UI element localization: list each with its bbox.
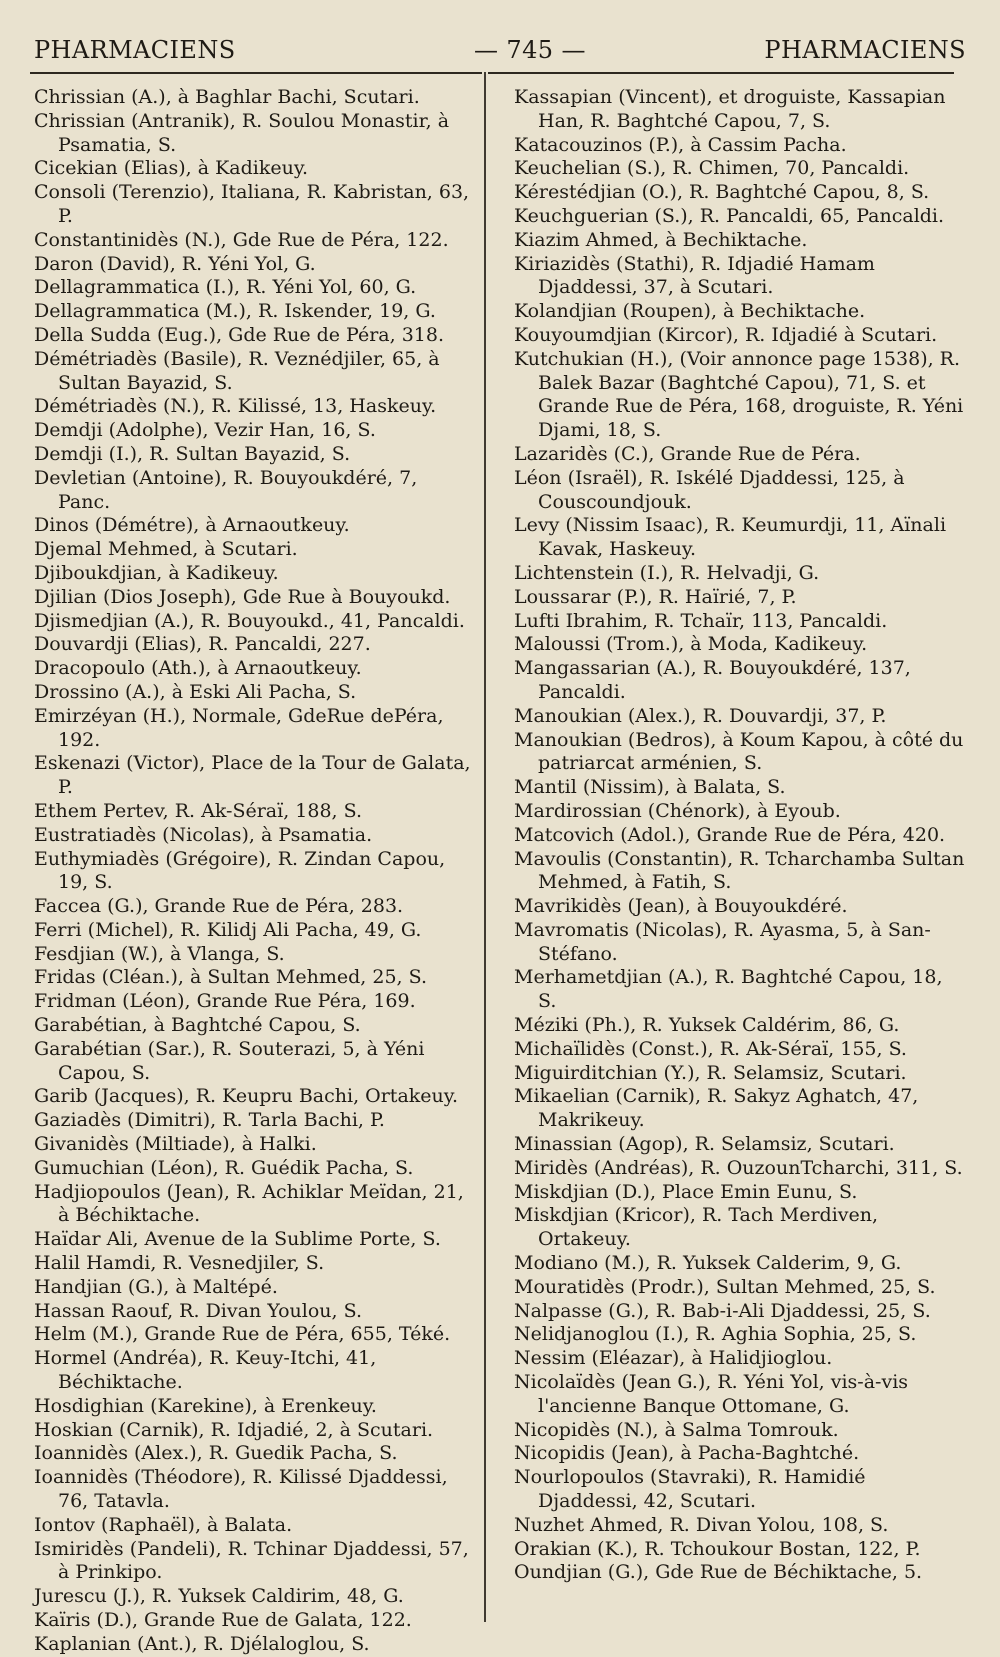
pharmacien-entry: Lufti Ibrahim, R. Tchaïr, 113, Pancaldi. xyxy=(514,609,888,632)
pharmacien-entry: Orakian (K.), R. Tchoukour Bostan, 122, P. xyxy=(514,1537,921,1560)
pharmacien-entry: Gumuchian (Léon), R. Guédik Pacha, S. xyxy=(34,1156,414,1179)
pharmacien-entry: Mouratidès (Prodr.), Sultan Mehmed, 25, S. xyxy=(514,1275,936,1298)
pharmacien-entry: Haïdar Ali, Avenue de la Sublime Porte, S. xyxy=(34,1228,441,1251)
pharmacien-entry: Kolandjian (Roupen), à Bechiktache. xyxy=(514,300,866,323)
pharmacien-entry: Chrissian (Antranik), R. Soulou Monastir, à Psamatia, S. xyxy=(34,109,450,156)
pharmacien-entry: Loussarar (P.), R. Haïrié, 7, P. xyxy=(514,585,797,608)
pharmacien-entry: Garabétian, à Baghtché Capou, S. xyxy=(34,1014,361,1037)
pharmacien-entry: Kassapian (Vincent), et droguiste, Kassapian Han, R. Baghtché Capou, 7, S. xyxy=(514,86,946,132)
pharmacien-entry: Euthymiadès (Grégoire), R. Zindan Capou, 19, S. xyxy=(34,847,446,894)
header-rule-right xyxy=(488,72,954,74)
pharmacien-entry: Matcovich (Adol.), Grande Rue de Péra, 420. xyxy=(514,823,946,846)
pharmacien-entry: Cicekian (Elias), à Kadikeuy. xyxy=(34,157,309,180)
pharmacien-entry: Demdji (I.), R. Sultan Bayazid, S. xyxy=(34,442,351,465)
pharmacien-entry: Mardirossian (Chénork), à Eyoub. xyxy=(514,799,841,822)
pharmacien-entry: Nalpasse (G.), R. Bab-i-Ali Djaddessi, 25, S. xyxy=(514,1299,931,1322)
header-rule-left xyxy=(30,72,482,74)
pharmacien-entry: Michaïlidès (Const.), R. Ak-Séraï, 155, S. xyxy=(514,1037,907,1060)
pharmacien-entry: Hoskian (Carnik), R. Idjadié, 2, à Scutari. xyxy=(34,1418,434,1441)
pharmacien-entry: Manoukian (Alex.), R. Douvardji, 37, P. xyxy=(514,704,887,727)
pharmacien-entry: Kaïris (D.), Grande Rue de Galata, 122. xyxy=(34,1609,412,1631)
pharmacien-entry: Drossino (A.), à Eski Ali Pacha, S. xyxy=(34,680,357,703)
pharmacien-entry: Handjian (G.), à Maltépé. xyxy=(34,1275,278,1298)
pharmacien-entry: Emirzéyan (H.), Normale, GdeRue dePéra, 192. xyxy=(34,704,444,751)
pharmacien-entry: Kiriazidès (Stathi), R. Idjadié Hamam Djaddessi, 37, à Scutari. xyxy=(514,252,875,299)
pharmacien-entry: Mavoulis (Constantin), R. Tcharchamba Sultan Mehmed, à Fatih, S. xyxy=(514,847,965,894)
pharmacien-entry: Nelidjanoglou (I.), R. Aghia Sophia, 25, S. xyxy=(514,1323,917,1346)
pharmacien-entry: Minassian (Agop), R. Selamsiz, Scutari. xyxy=(514,1133,895,1156)
pharmacien-entry: Keuchelian (S.), R. Chimen, 70, Pancaldi. xyxy=(514,157,910,180)
pharmacien-entry: Dellagrammatica (M.), R. Iskender, 19, G. xyxy=(34,300,436,323)
pharmacien-entry: Garabétian (Sar.), R. Souterazi, 5, à Yéni Capou, S. xyxy=(34,1037,425,1084)
pharmacien-entry: Halil Hamdi, R. Vesnedjiler, S. xyxy=(34,1252,325,1275)
pharmacien-entry: Kiazim Ahmed, à Bechiktache. xyxy=(514,228,808,251)
pharmacien-entry: Consoli (Terenzio), Italiana, R. Kabristan, 63, P. xyxy=(34,181,470,227)
pharmacien-entry: Givanidès (Miltiade), à Halki. xyxy=(34,1133,317,1156)
pharmacien-entry: Modiano (M.), R. Yuksek Calderim, 9, G. xyxy=(514,1252,902,1275)
pharmacien-entry: Mavrikidès (Jean), à Bouyoukdéré. xyxy=(514,895,848,918)
pharmacien-entry: Manoukian (Bedros), à Koum Kapou, à côté du patriarcat arménien, S. xyxy=(514,728,964,775)
pharmacien-entry: Miridès (Andréas), R. OuzounTcharchi, 311, S. xyxy=(514,1156,963,1179)
pharmacien-entry: Nourlopoulos (Stavraki), R. Hamidié Djaddessi, 42, Scutari. xyxy=(514,1466,866,1513)
pharmacien-entry: Démétriadès (N.), R. Kilissé, 13, Haskeuy. xyxy=(34,395,437,418)
pharmacien-entry: Kérestédjian (O.), R. Baghtché Capou, 8, S. xyxy=(514,181,930,204)
pharmacien-entry: Gaziadès (Dimitri), R. Tarla Bachi, P. xyxy=(34,1109,385,1132)
header-left-title: PHARMACIENS xyxy=(34,36,236,64)
pharmacien-entry: Djiboukdjian, à Kadikeuy. xyxy=(34,561,279,584)
pharmacien-entry: Mantil (Nissim), à Balata, S. xyxy=(514,776,786,799)
pharmacien-entry: Dellagrammatica (I.), R. Yéni Yol, 60, G. xyxy=(34,276,417,299)
pharmacien-entry: Fridman (Léon), Grande Rue Péra, 169. xyxy=(34,990,416,1013)
pharmacien-entry: Garib (Jacques), R. Keupru Bachi, Ortakeuy. xyxy=(34,1085,459,1108)
pharmacien-entry: Daron (David), R. Yéni Yol, G. xyxy=(34,252,316,275)
pharmacien-entry-kutchukian: Kutchukian (H.), (Voir annonce page 1538), R. Balek Bazar (Baghtché Capou), 71, S. et Grande Rue de Péra, 168, droguiste, R. Yéni Djami, 18, S. xyxy=(514,347,964,442)
pharmacien-entry: Demdji (Adolphe), Vezir Han, 16, S. xyxy=(34,419,376,442)
pharmacien-entry: Douvardji (Elias), R. Pancaldi, 227. xyxy=(34,633,371,656)
pharmacien-entry: Mangassarian (A.), R. Bouyoukdéré, 137, Pancaldi. xyxy=(514,657,911,703)
pharmacien-entry: Kouyoumdjian (Kircor), R. Idjadié à Scutari. xyxy=(514,323,938,346)
pharmacien-entry: Lazaridès (C.), Grande Rue de Péra. xyxy=(514,442,861,465)
page-header xyxy=(34,30,966,74)
pharmacien-entry: Devletian (Antoine), R. Bouyoukdéré, 7, Panc. xyxy=(34,466,418,513)
pharmacien-entry: Merhametdjian (A.), R. Baghtché Capou, 18, S. xyxy=(514,966,943,1013)
pharmacien-entry: Miskdjian (Kricor), R. Tach Merdiven, Ortakeuy. xyxy=(514,1204,879,1251)
pharmacien-entry: Djismedjian (A.), R. Bouyoukd., 41, Pancaldi. xyxy=(34,609,465,632)
pharmacien-entry: Maloussi (Trom.), à Moda, Kadikeuy. xyxy=(514,633,868,656)
pharmacien-entry: Katacouzinos (P.), à Cassim Pacha. xyxy=(514,133,847,156)
pharmacien-entry: Della Sudda (Eug.), Gde Rue de Péra, 318. xyxy=(34,323,445,346)
pharmacien-entry: Hassan Raouf, R. Divan Youlou, S. xyxy=(34,1299,362,1322)
pharmacien-entry: Ioannidès (Théodore), R. Kilissé Djaddessi, 76, Tatavla. xyxy=(34,1466,448,1513)
pharmacien-entry: Oundjian (G.), Gde Rue de Béchiktache, 5. xyxy=(514,1561,923,1584)
pharmacien-entry: Eustratiadès (Nicolas), à Psamatia. xyxy=(34,823,373,846)
pharmacien-entry: Méziki (Ph.), R. Yuksek Caldérim, 86, G. xyxy=(514,1014,900,1037)
pharmacien-entry: Nessim (Eléazar), à Halidjioglou. xyxy=(514,1347,833,1370)
pharmacien-entry: Fridas (Cléan.), à Sultan Mehmed, 25, S. xyxy=(34,966,427,989)
pharmacien-entry: Ethem Pertev, R. Ak-Séraï, 188, S. xyxy=(34,799,362,822)
pharmacien-entry: Ferri (Michel), R. Kilidj Ali Pacha, 49, G. xyxy=(34,918,422,941)
page-number: — 745 — xyxy=(474,36,586,64)
directory-columns xyxy=(34,86,966,1655)
pharmacien-entry: Faccea (G.), Grande Rue de Péra, 283. xyxy=(34,895,404,918)
pharmacien-entry: Iontov (Raphaël), à Balata. xyxy=(34,1513,293,1536)
pharmacien-entry: Eskenazi (Victor), Place de la Tour de Galata, P. xyxy=(34,752,471,799)
pharmacien-entry: Nicopidès (N.), à Salma Tomrouk. xyxy=(514,1418,839,1441)
pharmacien-entry: Ismiridès (Pandeli), R. Tchinar Djaddessi, 57, à Prinkipo. xyxy=(34,1537,469,1584)
pharmacien-entry: Léon (Israël), R. Iskélé Djaddessi, 125, à Couscoundjouk. xyxy=(514,466,905,513)
pharmacien-entry: Lichtenstein (I.), R. Helvadji, G. xyxy=(514,561,820,584)
pharmacien-entry: Keuchguerian (S.), R. Pancaldi, 65, Pancaldi. xyxy=(514,204,945,227)
left-column xyxy=(34,86,472,1657)
pharmacien-entry: Dinos (Démétre), à Arnaoutkeuy. xyxy=(34,514,350,537)
pharmacien-entry: Djilian (Dios Joseph), Gde Rue à Bouyoukd. xyxy=(34,585,451,608)
pharmacien-entry: Levy (Nissim Isaac), R. Keumurdji, 11, Aïnali Kavak, Haskeuy. xyxy=(514,514,947,561)
pharmacien-entry: Constantinidès (N.), Gde Rue de Péra, 122. xyxy=(34,228,449,251)
pharmacien-entry: Hormel (Andréa), R. Keuy-Itchi, 41, Béchiktache. xyxy=(34,1347,377,1394)
right-column xyxy=(514,86,966,1657)
pharmacien-entry: Miguirditchian (Y.), R. Selamsiz, Scutari. xyxy=(514,1061,907,1084)
pharmacien-entry: Nuzhet Ahmed, R. Divan Yolou, 108, S. xyxy=(514,1513,889,1536)
pharmacien-entry: Mikaelian (Carnik), R. Sakyz Aghatch, 47, Makrikeuy. xyxy=(514,1085,919,1132)
pharmacien-entry: Nicopidis (Jean), à Pacha-Baghtché. xyxy=(514,1442,860,1465)
pharmacien-entry: Helm (M.), Grande Rue de Péra, 655, Téké. xyxy=(34,1323,451,1346)
pharmacien-entry: Djemal Mehmed, à Scutari. xyxy=(34,538,298,561)
pharmacien-entry: Hadjiopoulos (Jean), R. Achiklar Meïdan, 21, à Béchiktache. xyxy=(34,1180,464,1227)
pharmacien-entry: Jurescu (J.), R. Yuksek Caldirim, 48, G. xyxy=(34,1585,404,1608)
pharmacien-entry: Chrissian (A.), à Baghlar Bachi, Scutari. xyxy=(34,86,420,108)
header-right-title: PHARMACIENS xyxy=(764,36,966,64)
pharmacien-entry: Hosdighian (Karekine), à Erenkeuy. xyxy=(34,1394,377,1417)
pharmacien-entry: Ioannidès (Alex.), R. Guedik Pacha, S. xyxy=(34,1442,398,1465)
pharmacien-entry: Fesdjian (W.), à Vlanga, S. xyxy=(34,942,285,965)
pharmacien-entry: Kaplanian (Ant.), R. Djélaloglou, S. xyxy=(34,1632,370,1655)
pharmacien-entry: Miskdjian (D.), Place Emin Eunu, S. xyxy=(514,1180,858,1203)
pharmacien-entry: Démétriadès (Basile), R. Veznédjiler, 65, à Sultan Bayazid, S. xyxy=(34,347,440,394)
pharmacien-entry: Dracopoulo (Ath.), à Arnaoutkeuy. xyxy=(34,657,362,680)
pharmacien-entry: Nicolaïdès (Jean G.), R. Yéni Yol, vis-à-vis l'ancienne Banque Ottomane, G. xyxy=(514,1371,909,1417)
pharmacien-entry: Mavromatis (Nicolas), R. Ayasma, 5, à San-Stéfano. xyxy=(514,918,931,965)
